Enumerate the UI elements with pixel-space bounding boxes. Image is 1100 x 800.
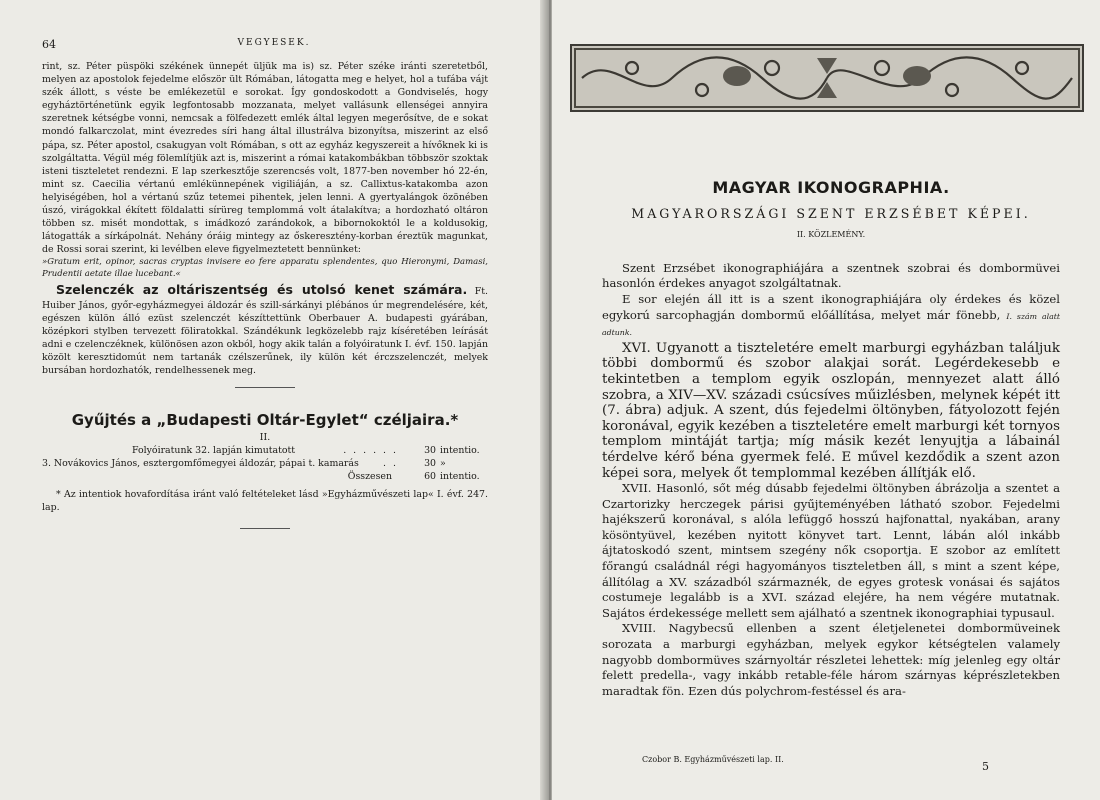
table-row (42, 457, 488, 470)
left-page-number: 64 (42, 38, 56, 51)
gyujtes-title: Gyűjtés a „Budapesti Oltár-Egylet“ czéljaira.* (71, 411, 459, 430)
dots: . . . . . . (343, 445, 398, 457)
paragraph-xvii: XVII. Hasonló, sőt még dúsabb fejedelmi öltönyben ábrázolja a szentet a Czartorizky herczegek párisi gyűjteményében látható szobor. Fejedelmi hajékszerű koronával, s alóla lefüggő hosszú hajfonattal, nyakában, arany kösöntyüvel, kezében nyitott könyvet tart. Lennt, lábán alól inkább ájtatoskodó szent, mintsem szegény nők csoportja. E szobor az említett főrangú családnál régi hagyományos tiszteletben áll, s mint a szent képe, állítólag a XV. századból származnék, de egyes grotesk vonásai és sajátos costumeje legalább is a XVI. század elejére, ha nem végére mutatnak. Sajátos érdekessége mellett sem ajálható a szentnek ikonographiai typusaul. (602, 481, 1060, 620)
sarcophag-note: I. szám alatt adtunk. (602, 311, 1060, 338)
dots: . . (383, 458, 398, 470)
left-column (42, 60, 488, 539)
row-label: Folyóiratunk 32. lapján kimutatott (132, 445, 296, 457)
ornament-icon (572, 46, 1082, 110)
row-value: 30 (424, 458, 436, 470)
total-value: 60 (424, 471, 436, 483)
paragraph-xviii: XVIII. Nagybecsű ellenben a szent életjelenetei dombormüveinek sorozata a marburgi egyházban, melyek egykor kétségtelen valamely nagyobb dombormüves szárnyoltár részletei lehettek: míg jelenleg egy oltár felett predella-, vagy inkább retable-féle három szárnyas képrészletekben maradtak fön. Ezen dús polychrom-festéssel és ara- (602, 621, 1060, 698)
table-row (42, 444, 488, 457)
total-row (42, 470, 488, 483)
right-page-number: 5 (982, 760, 989, 773)
row-unit: intentio. (440, 445, 480, 457)
article-subtitle: MAGYARORSZÁGI SZENT ERZSÉBET KÉPEI. (631, 205, 1031, 221)
running-head: VEGYESEK. (237, 38, 311, 48)
row-unit: » (440, 458, 446, 470)
article-title: MAGYAR IKONOGRAPHIA. (712, 178, 950, 197)
row-label: 3. Novákovics János, esztergomfőmegyei áldozár, pápai t. kamarás (42, 458, 359, 470)
gyujtes-footnote: * Az intentiok hovafordítása iránt való feltételeket lásd »Egyházművészeti lap« I. évf. 247. lap. (42, 488, 488, 513)
szelencek-text: Ft. Huiber János, győr-egyházmegyei áldozár és szill-sárkányi plébános úr megrendelésére, két, egészen külön álló ezüst szelenczét készíttettünk Oberbauer A. budapesti gyárában, középkori stylben tervezett föliratokkal. Szándékunk legközelebb rajz kíséretében leírását adni e czelenczéknek, különösen azon okból, hogy akik talán a folyóiratunk I. évf. 150. lapján közölt keresztidomút nem tartanák czélszerűnek, ily külön két érczszelenczét, melyek bursában hordozhatók, rendelhessenek meg. (42, 286, 488, 376)
total-unit: intentio. (440, 471, 480, 483)
divider (235, 387, 295, 388)
left-page (0, 0, 548, 800)
page-footer: Czobor B. Egyházművészeti lap. II. (642, 755, 784, 764)
paragraph-intro: Szent Erzsébet ikonographiájára a szentnek szobrai és dombormüvei hasonlón érdekes anyagot szolgáltatnak. (602, 260, 1060, 291)
article-part: II. KÖZLEMÉNY. (796, 230, 866, 240)
paragraph-katakomba: rint, sz. Péter püspöki székének ünnepét üljük ma is) sz. Péter széke iránti szeretetből, melyen az apostolok fejedelme először ült Rómában, látogatta meg e helyet, hol a tufába vájt szék állott, s véste be emlékezetül e sorokat. Így gondoskodott a Gondviselés, hogy egyháztörténetünk egyik legfontosabb mozzanata, melyet vallásunk ellenségei annyira szeretnek kétségbe vonni, nemcsak a fölfedezett emlék által legyen megerősítve, de e sokat mondó falkarczolat, mint évezredes síri hang által illustrálva bizonyítsa, miszerint az első pápa, sz. Péter apostol, csakugyan volt Rómában, s ott az egyház kegyszereit a hívőknek ki is szolgáltatta. Végül még fölemlítjük azt is, miszerint a római katakombákban többször szoktak isteni tiszteletet rendezni. E lap szerkesztője szerencsés volt, 1877-ben november hó 22-én, mint sz. Caecilia vértanú emlékünnepének vigiliáján, a sz. Callixtus-katakomba azon helyiségében, hol a vértanú szűz tetemei pihentek, jelen lenni. A gyertyalángok özönében úszó, virágokkal ékített földalatti sírüreg templommá volt átalakítva; a hordozható oltáron többen sz. misét mondottak, s imádkozó zarándokok, a bibornokoktól le a koldusokig, látogatták a sírkápolnát. Nehány óráig mintegy az őskeresztény-korban éreztük magunkat, de Rossi sorai szerint, ki levélben eleve figyelmeztetett bennünket: (42, 61, 488, 256)
szelencek-paragraph (42, 283, 488, 377)
ornamental-headpiece (570, 44, 1084, 112)
paragraph-xvi: XVI. Ugyanott a tiszteletére emelt marburgi egyházban találjuk többi dombormű és szobor alakjai sorát. Legérdekesebb e tekintetben a templom egyik oszlopán, mennyezet alatt álló szobra, a XIV—XV. századi csúcsíves műizlésben, melynek képét itt (7. ábra) adjuk. A szent, dús fejedelmi öltönyben, fátyolozott fején koronával, egyik kezében a tiszteletére emelt marburgi két tornyos templom mintáját tartja; míg másik kezét lenyujtja a lábainál térdelve kérő béna gyermek felé. E művel kezdődik a szent azon képei sora, melyek őt templommal kezében állítják elő. (602, 340, 1060, 481)
gyujtes-roman: II. (259, 432, 271, 444)
row-value: 30 (424, 445, 436, 457)
right-page (552, 0, 1100, 800)
right-column (602, 180, 1060, 699)
paragraph-sarcophag (602, 292, 1060, 341)
szelencek-heading: Szelenczék az oltáriszentség és utolsó kenet számára. (56, 282, 468, 298)
latin-quote: »Gratum erit, opinor, sacras cryptas invisere eo fere apparatu splendentes, quo Hieronymi, Damasi, Prudentii aetate illae lucebant.« (42, 257, 488, 280)
divider (240, 528, 290, 529)
sarcophag-text: E sor elején áll itt is a szent ikonographiájára oly érdekes és közel egykorú sarcophagján dombormű előállítása, melyet már fönebb, (602, 291, 1060, 322)
total-label: Összesen (347, 471, 392, 483)
